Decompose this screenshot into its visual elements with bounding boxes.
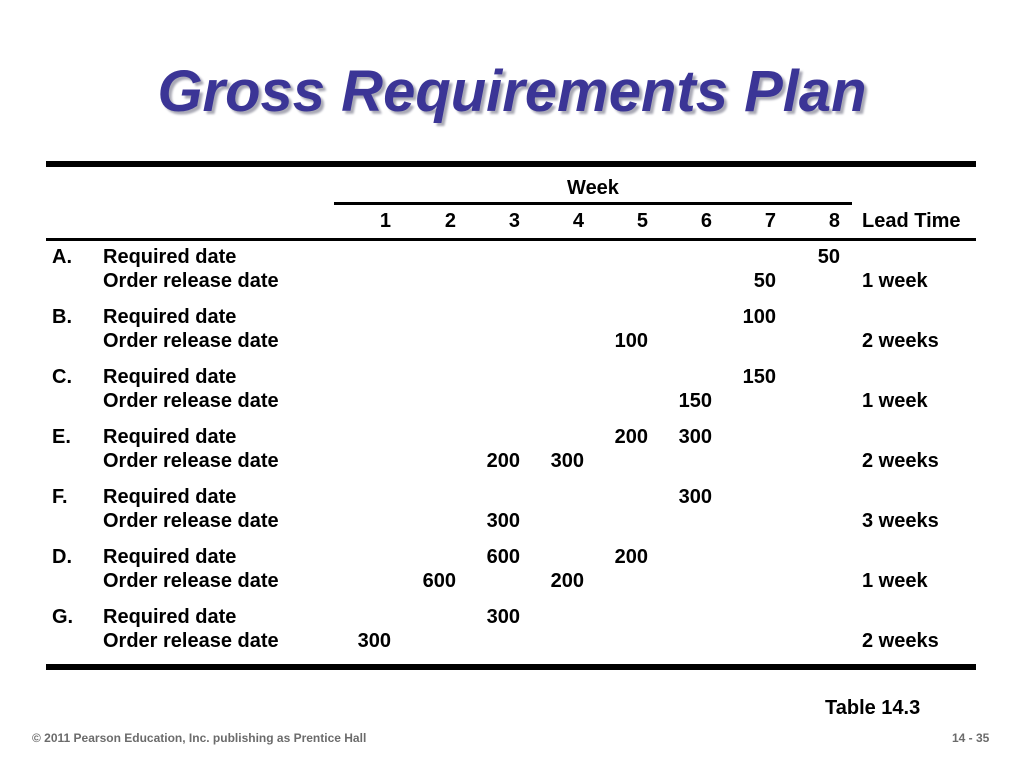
week-header-underline [334,202,852,205]
lead-time-value: 1 week [862,570,928,592]
required-qty-week-3: 600 [486,546,520,568]
table-bottom-rule [46,664,976,670]
table-caption: Table 14.3 [825,697,921,719]
lead-time-value: 2 weeks [862,330,939,352]
required-date-label: Required date [103,426,237,448]
week-number-6: 6 [700,210,712,232]
lead-time-value: 1 week [862,390,928,412]
required-qty-week-5: 200 [614,426,648,448]
required-qty-week-7: 150 [742,366,776,388]
release-qty-week-3: 300 [486,510,520,532]
item-letter: C. [52,366,72,388]
week-number-1: 1 [379,210,391,232]
table-top-rule [46,161,976,167]
release-qty-week-3: 200 [486,450,520,472]
lead-time-value: 2 weeks [862,450,939,472]
week-number-7: 7 [764,210,776,232]
footer-page-number: 14 - 35 [952,731,990,745]
order-release-label: Order release date [103,630,279,652]
required-qty-week-6: 300 [678,426,712,448]
order-release-label: Order release date [103,390,279,412]
lead-time-header: Lead Time [862,210,961,232]
order-release-label: Order release date [103,270,279,292]
week-number-2: 2 [444,210,456,232]
required-date-label: Required date [103,546,237,568]
lead-time-value: 3 weeks [862,510,939,532]
slide-title: Gross Requirements Plan [157,59,867,124]
release-qty-week-6: 150 [678,390,712,412]
required-date-label: Required date [103,306,237,328]
required-qty-week-3: 300 [486,606,520,628]
order-release-label: Order release date [103,570,279,592]
item-letter: A. [52,246,72,268]
order-release-label: Order release date [103,330,279,352]
required-date-label: Required date [103,246,237,268]
release-qty-week-5: 100 [614,330,648,352]
lead-time-value: 1 week [862,270,928,292]
item-letter: E. [52,426,71,448]
lead-time-value: 2 weeks [862,630,939,652]
week-number-5: 5 [636,210,648,232]
release-qty-week-2: 600 [422,570,456,592]
release-qty-week-4: 200 [550,570,584,592]
required-date-label: Required date [103,366,237,388]
week-number-3: 3 [508,210,520,232]
required-qty-week-6: 300 [678,486,712,508]
release-qty-week-4: 300 [550,450,584,472]
required-qty-week-8: 50 [817,246,840,268]
item-letter: F. [52,486,68,508]
item-letter: G. [52,606,74,628]
week-number-4: 4 [572,210,584,232]
item-letter: B. [52,306,72,328]
required-date-label: Required date [103,486,237,508]
required-qty-week-7: 100 [742,306,776,328]
week-number-8: 8 [828,210,840,232]
week-header: Week [567,177,619,199]
table-header-rule [46,238,976,241]
order-release-label: Order release date [103,450,279,472]
footer-copyright: © 2011 Pearson Education, Inc. publishing as Prentice Hall [32,731,367,745]
required-qty-week-5: 200 [614,546,648,568]
order-release-label: Order release date [103,510,279,532]
item-letter: D. [52,546,72,568]
release-qty-week-1: 300 [357,630,391,652]
required-date-label: Required date [103,606,237,628]
release-qty-week-7: 50 [753,270,776,292]
